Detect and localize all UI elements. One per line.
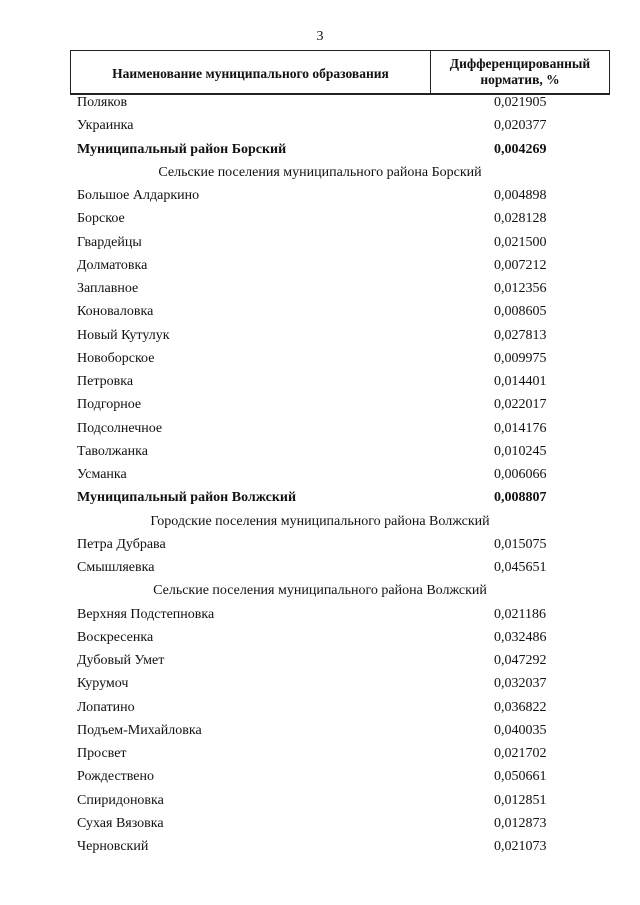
- table-row: [0, 393, 640, 416]
- table-row: [0, 672, 640, 695]
- table-row: [0, 626, 640, 649]
- norm-value: 0,047292: [494, 653, 547, 668]
- municipality-name: Петровка: [77, 374, 134, 389]
- table-row: [0, 417, 640, 440]
- municipality-name: Подъем-Михайловка: [77, 722, 202, 738]
- section-heading-row: [0, 579, 640, 602]
- municipality-name: Таволжанка: [77, 443, 148, 459]
- municipality-name: Большое Алдаркино: [77, 188, 200, 203]
- table-row: [0, 277, 640, 300]
- norm-value: 0,012356: [494, 281, 547, 296]
- municipality-name: Коноваловка: [77, 304, 154, 320]
- table-row: [0, 370, 640, 393]
- municipality-name: Воскресенка: [77, 629, 154, 645]
- header-norm-line2: норматив, %: [480, 72, 560, 87]
- table-header: [70, 50, 610, 95]
- table-row: [0, 649, 640, 672]
- table-row: [0, 114, 640, 137]
- table-row: [0, 742, 640, 765]
- norm-value: 0,012851: [494, 792, 547, 808]
- norm-value: 0,008605: [494, 304, 547, 320]
- norm-value: 0,032037: [494, 676, 547, 692]
- table-row: [0, 91, 640, 114]
- municipality-name: Сухая Вязовка: [77, 815, 164, 831]
- table-row: [0, 254, 640, 277]
- municipality-name: Гвардейцы: [77, 234, 142, 250]
- norm-value: 0,006066: [494, 467, 547, 482]
- norm-value: 0,008807: [494, 490, 547, 506]
- norm-value: 0,021073: [494, 839, 547, 854]
- table-row: [0, 347, 640, 370]
- section-heading: Сельские поселения муниципального района Волжский: [153, 583, 487, 599]
- municipality-name: Лопатино: [77, 699, 135, 715]
- municipality-name: Дубовый Умет: [77, 653, 165, 668]
- norm-value: 0,020377: [494, 118, 547, 134]
- norm-value: 0,004269: [494, 141, 547, 157]
- municipality-name: Муниципальный район Волжский: [77, 490, 297, 506]
- municipality-name: Смышляевка: [77, 560, 155, 575]
- municipality-name: Борское: [77, 211, 125, 227]
- section-heading: Городские поселения муниципального района Волжский: [150, 513, 490, 529]
- section-heading-row: [0, 161, 640, 184]
- table-row: [0, 812, 640, 835]
- municipality-name: Подсолнечное: [77, 420, 163, 436]
- municipality-name: Просвет: [77, 746, 127, 761]
- norm-value: 0,007212: [494, 257, 547, 273]
- table-row: [0, 324, 640, 347]
- norm-value: 0,040035: [494, 722, 547, 738]
- table-row: [0, 207, 640, 230]
- page-number: 3: [316, 29, 324, 44]
- norm-value: 0,021702: [494, 746, 547, 761]
- municipality-name: Рождествено: [77, 769, 155, 785]
- header-norm-line1: Дифференцированный: [449, 56, 591, 71]
- norm-value: 0,022017: [494, 397, 547, 413]
- district-row: [0, 138, 640, 161]
- municipality-name: Курумоч: [77, 676, 129, 692]
- table-row: [0, 300, 640, 323]
- section-heading: Сельские поселения муниципального района Борский: [158, 164, 482, 180]
- municipality-name: Подгорное: [77, 397, 142, 413]
- municipality-name: Украинка: [77, 118, 134, 134]
- municipality-name: Заплавное: [77, 281, 139, 296]
- norm-value: 0,012873: [494, 815, 547, 831]
- norm-value: 0,028128: [494, 211, 547, 227]
- norm-value: 0,004898: [494, 188, 547, 203]
- norm-value: 0,014176: [494, 420, 547, 436]
- municipality-name: Новоборское: [77, 350, 155, 366]
- municipality-name: Черновский: [77, 839, 149, 854]
- municipality-name: Петра Дубрава: [77, 536, 166, 552]
- norm-value: 0,045651: [494, 560, 547, 575]
- table-row: [0, 789, 640, 812]
- norm-value: 0,021186: [494, 606, 546, 622]
- municipality-name: Новый Кутулук: [77, 327, 170, 343]
- municipality-name: Поляков: [77, 95, 128, 110]
- municipality-name: Спиридоновка: [77, 792, 164, 808]
- table-row: [0, 603, 640, 626]
- table-row: [0, 556, 640, 579]
- table-row: [0, 440, 640, 463]
- table-row: [0, 463, 640, 486]
- norm-value: 0,032486: [494, 629, 547, 645]
- municipality-name: Верхняя Подстепновка: [77, 606, 215, 622]
- table-row: [0, 719, 640, 742]
- table-row: [0, 696, 640, 719]
- table-row: [0, 231, 640, 254]
- municipality-name: Муниципальный район Борский: [77, 141, 287, 157]
- norm-value: 0,021905: [494, 95, 547, 110]
- norm-value: 0,027813: [494, 327, 547, 343]
- norm-value: 0,010245: [494, 443, 547, 459]
- table-row: [0, 533, 640, 556]
- section-heading-row: [0, 510, 640, 533]
- norm-value: 0,050661: [494, 769, 547, 785]
- norm-value: 0,014401: [494, 374, 547, 389]
- table-row: [0, 835, 640, 858]
- norm-value: 0,015075: [494, 536, 547, 552]
- header-name-column: Наименование муниципального образования: [71, 51, 431, 93]
- table-row: [0, 765, 640, 788]
- municipality-name: Усманка: [77, 467, 127, 482]
- district-row: [0, 486, 640, 509]
- norm-value: 0,021500: [494, 234, 547, 250]
- table-row: [0, 184, 640, 207]
- table-body: [0, 91, 640, 858]
- municipality-name: Долматовка: [77, 257, 148, 273]
- header-norm-column: [431, 51, 609, 93]
- norm-value: 0,009975: [494, 350, 547, 366]
- norm-value: 0,036822: [494, 699, 547, 715]
